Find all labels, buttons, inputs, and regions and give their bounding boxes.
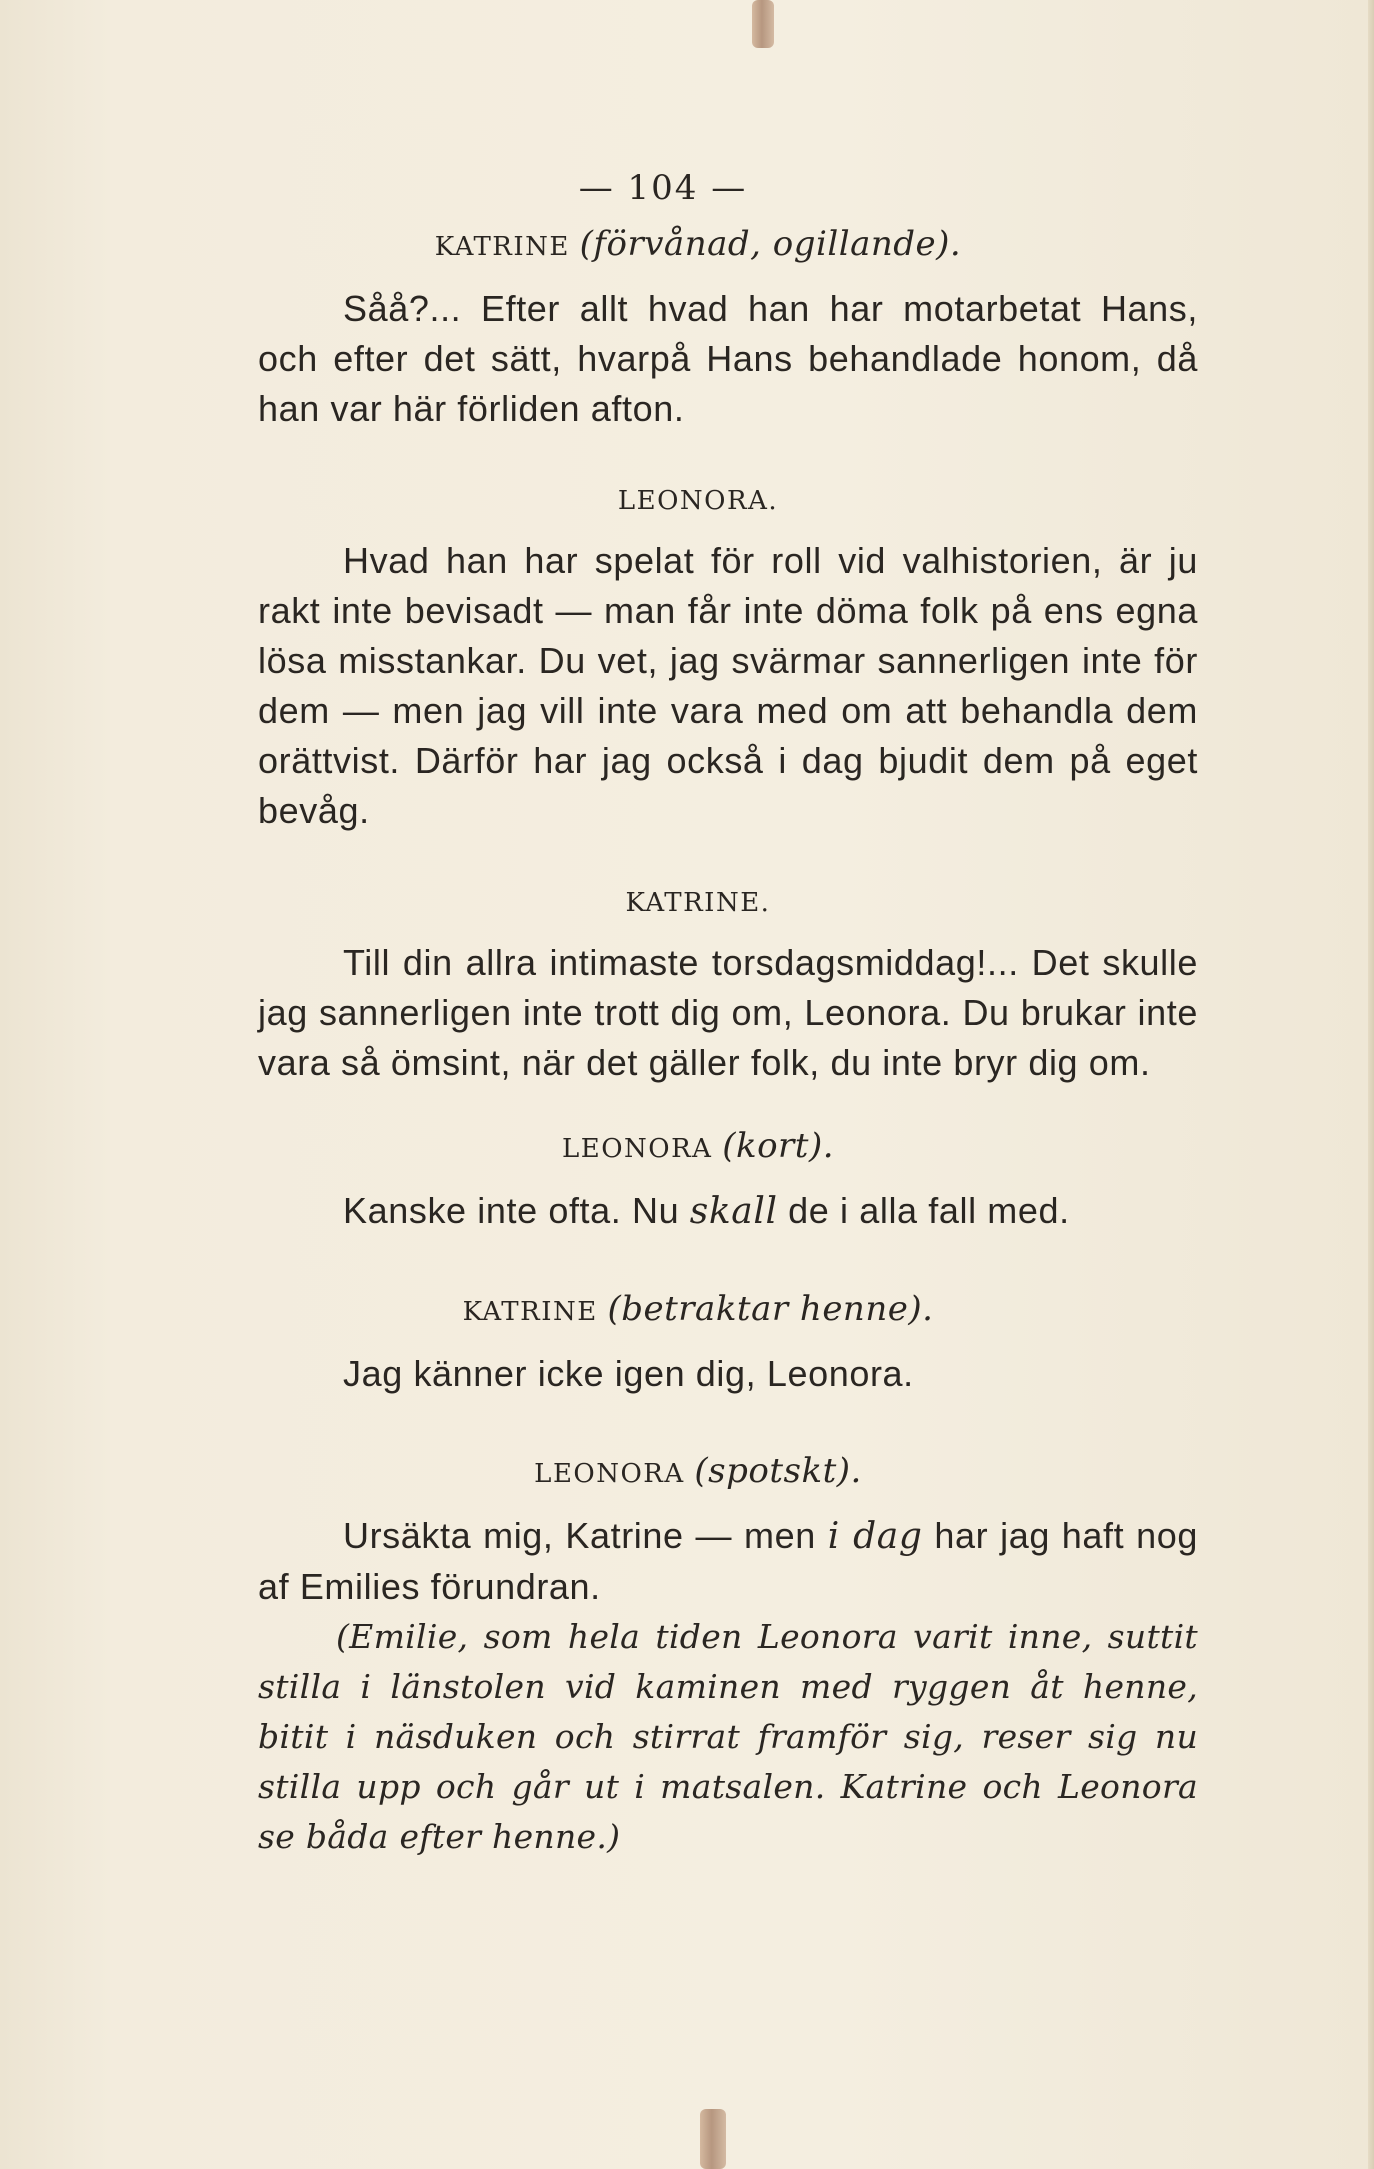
dialogue-paragraph: Såå?... Efter allt hvad han har motarbetat Hans, och efter det sätt, hvarpå Hans behandlade honom, då han var här förliden afton. (258, 288, 1198, 429)
dialogue-paragraph: Hvad han har spelat för roll vid valhistorien, är ju rakt inte bevisadt — man får inte döma folk på ens egna lösa misstankar. Du vet, jag svärmar sannerligen inte för dem — men jag vill inte vara med om att behandla dem orättvist. Därför har jag också i dag bjudit dem på eget bevåg. (258, 540, 1198, 831)
dialogue-emphasis: skall (689, 1191, 778, 1232)
speaker-name: LEONORA (534, 1459, 685, 1489)
speaker-direction: (spotskt). (694, 1451, 862, 1491)
speaker-heading (198, 224, 1198, 264)
speaker-direction: (förvånad, ogillande). (579, 224, 962, 264)
speaker-direction: (kort). (722, 1126, 835, 1166)
speaker-name: LEONORA. (617, 486, 779, 516)
page-number: — 104 — (578, 168, 748, 208)
page-edge (1368, 0, 1374, 2169)
speaker-direction: (betraktar henne). (607, 1289, 934, 1329)
speaker-heading (198, 1126, 1198, 1166)
binding-thread-top (752, 0, 774, 48)
speaker-name: KATRINE (434, 232, 570, 262)
dialogue-text: de i alla fall med. (777, 1190, 1070, 1231)
dialogue-text: har jag haft nog af Emilies förundran. (258, 1515, 1198, 1607)
speaker-heading (198, 1451, 1198, 1491)
dialogue-paragraph: Jag känner icke igen dig, Leonora. (343, 1353, 914, 1394)
text-column (258, 168, 1198, 1862)
speaker-heading (198, 888, 1198, 918)
binding-thread-bottom (700, 2109, 726, 2169)
dialogue-emphasis: i dag (827, 1516, 923, 1557)
dialogue-paragraph (258, 1186, 1198, 1237)
speaker-name: LEONORA (561, 1134, 713, 1164)
dialogue-paragraph (258, 1511, 1198, 1612)
speaker-heading (198, 486, 1198, 516)
speaker-name: KATRINE (462, 1297, 598, 1327)
speaker-name: KATRINE. (625, 888, 771, 918)
dialogue-text: Kanske inte ofta. Nu (343, 1190, 690, 1231)
stage-direction: (Emilie, som hela tiden Leonora varit inne, suttit stilla i länstolen vid kaminen med ryggen åt henne, bitit i näsduken och stirrat framför sig, reser sig nu stilla upp och går ut i matsalen. Katrine och Leonora se båda efter henne.) (258, 1617, 1198, 1856)
dialogue-text: Ursäkta mig, Katrine — men (343, 1515, 828, 1556)
dialogue-paragraph: Till din allra intimaste torsdagsmiddag!... Det skulle jag sannerligen inte trott dig om, Leonora. Du brukar inte vara så ömsint, när det gäller folk, du inte bryr dig om. (258, 942, 1198, 1083)
speaker-heading (198, 1289, 1198, 1329)
